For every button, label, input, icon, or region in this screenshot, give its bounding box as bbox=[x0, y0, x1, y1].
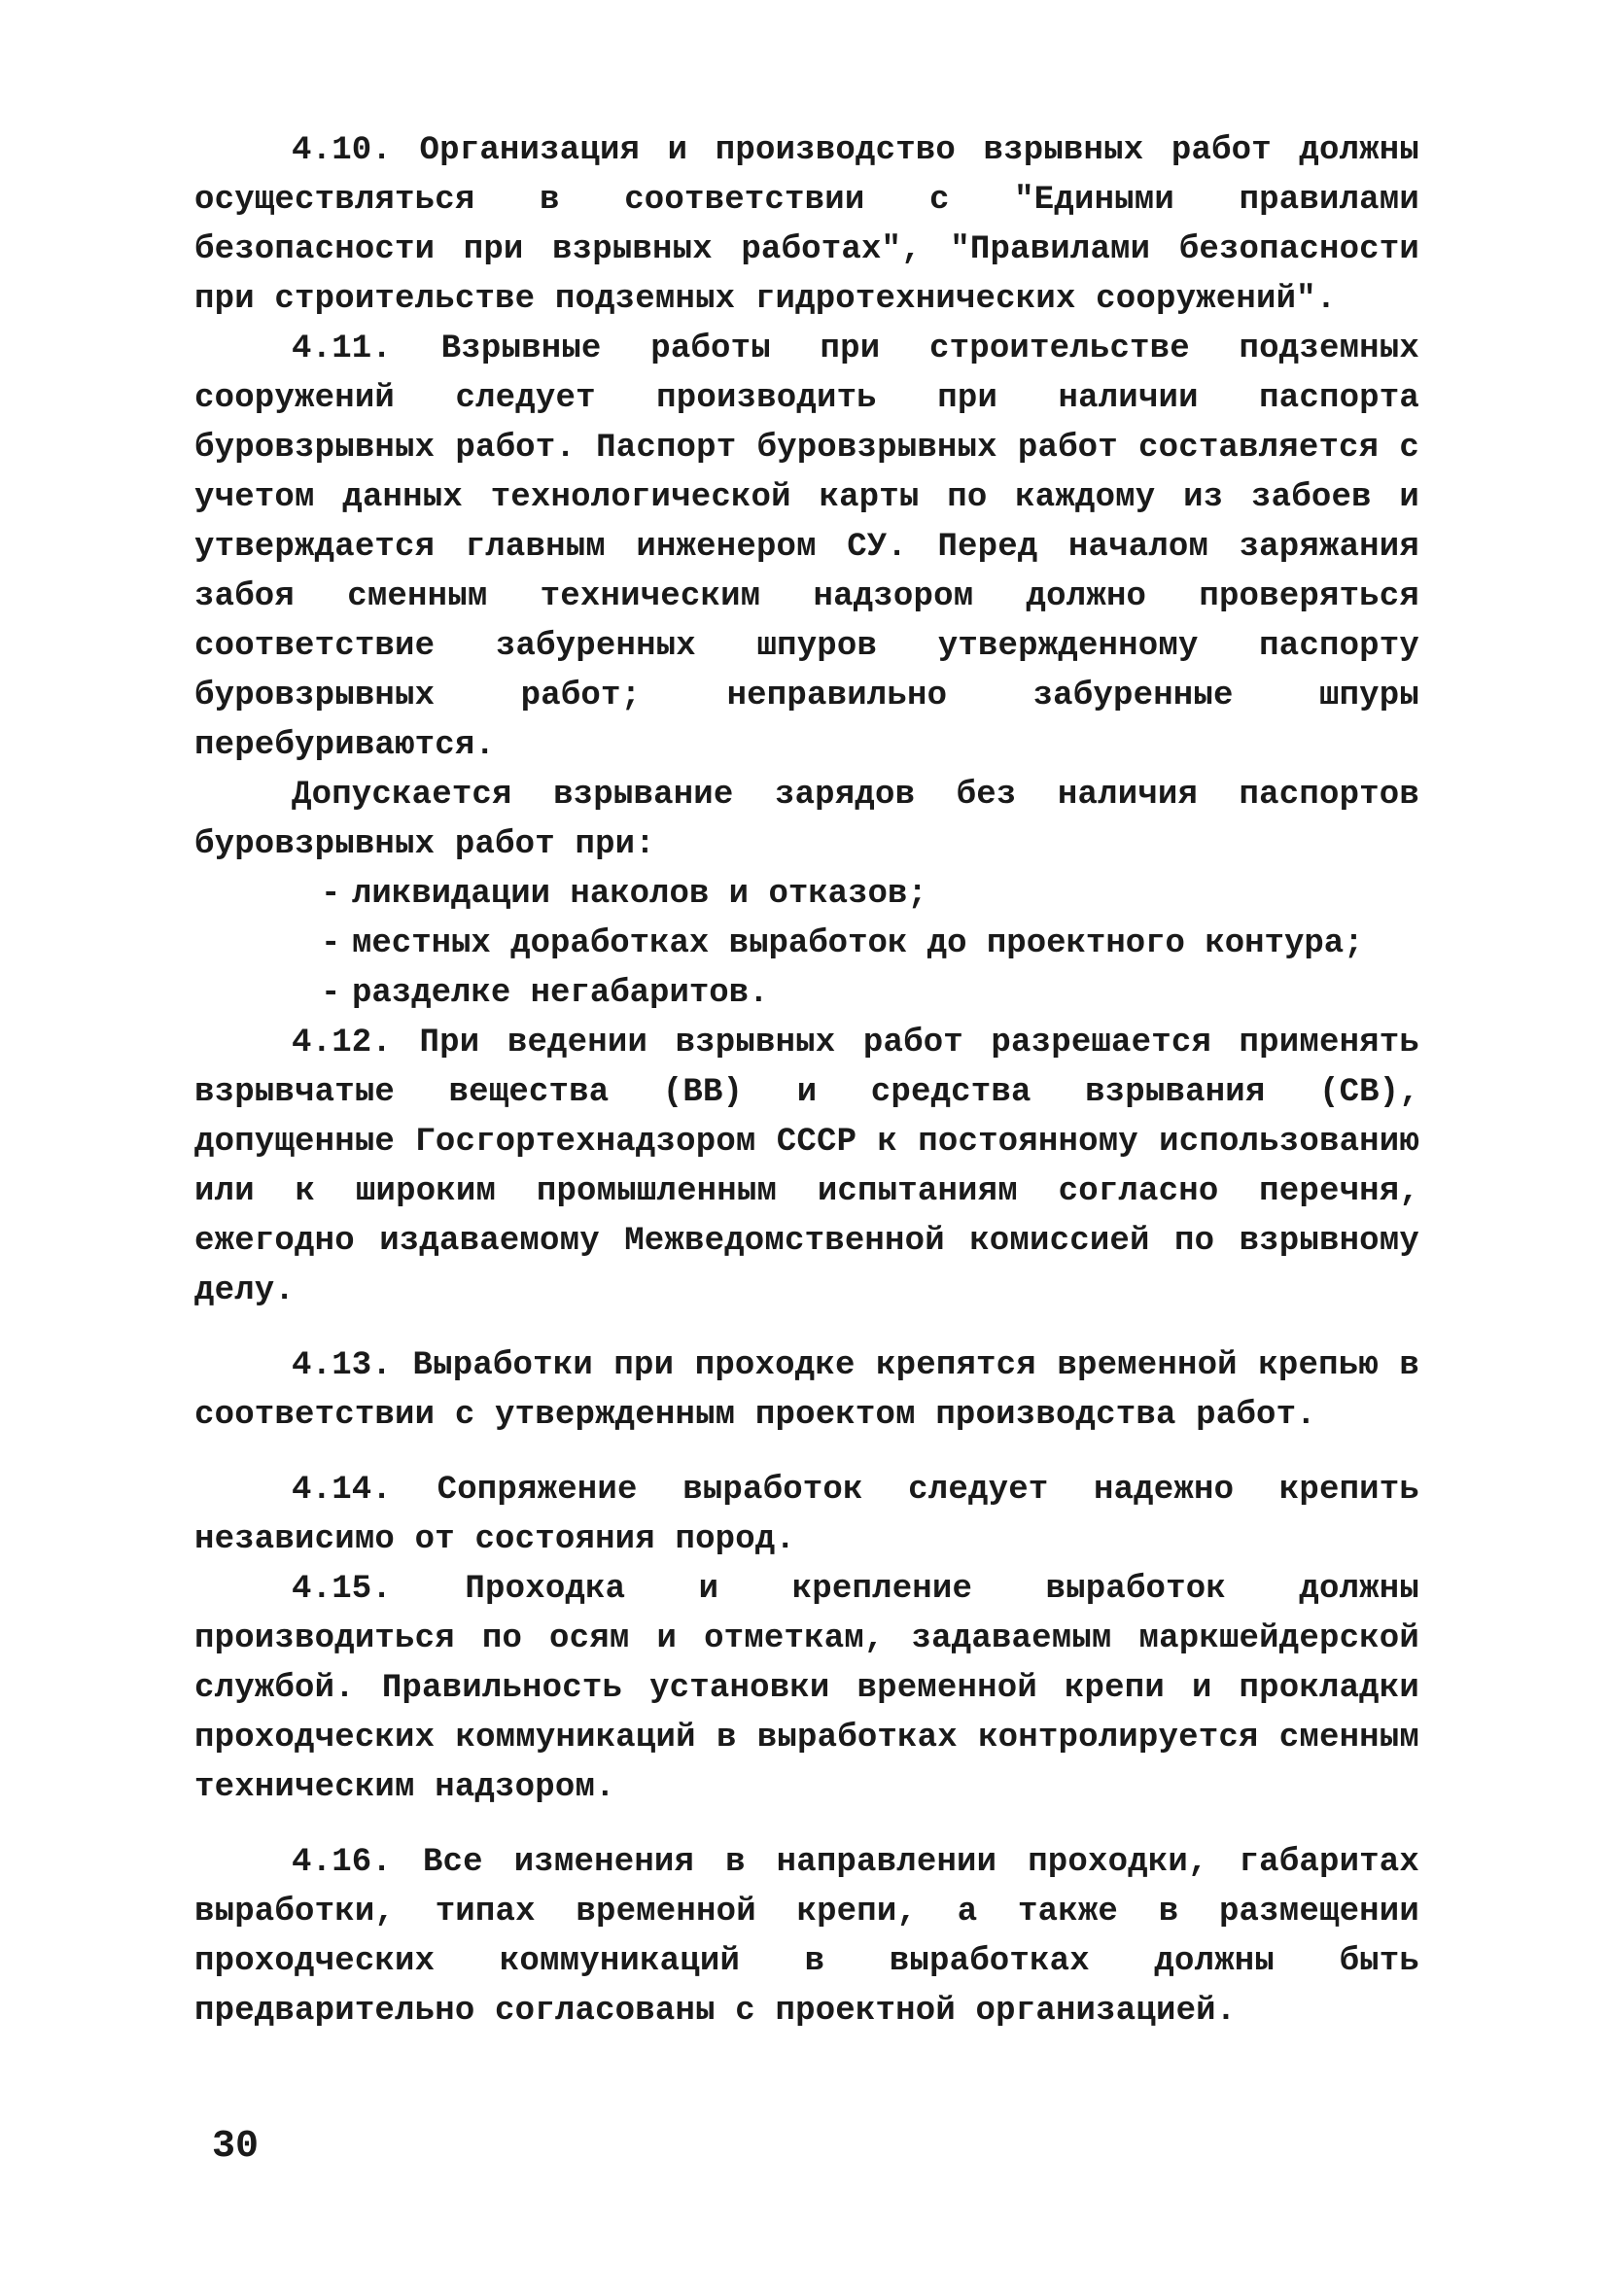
paragraph-4-12: 4.12. При ведении взрывных работ разрешается применять взрывчатые вещества (ВВ) и средства взрывания (СВ), допущенные Госгортехнадзором СССР к постоянному использованию или к широким промышленным испытаниям согласно перечня, ежегодно издаваемому Межведомственной комиссией по взрывному делу. bbox=[194, 1025, 1419, 1309]
exceptions-list bbox=[194, 870, 1419, 1019]
paragraph-4-14: 4.14. Сопряжение выработок следует надежно крепить независимо от состояния пород. bbox=[194, 1472, 1419, 1558]
list-item-text: местных доработках выработок до проектного контура; bbox=[352, 925, 1364, 962]
paragraph-4-15: 4.15. Проходка и крепление выработок должны производиться по осям и отметкам, задаваемым маркшейдерской службой. Правильность установки временной крепи и прокладки проходческих коммуникаций в выработках контролируется сменным техническим надзором. bbox=[194, 1571, 1419, 1806]
paragraph-4-11: 4.11. Взрывные работы при строительстве подземных сооружений следует производить при наличии паспорта буровзрывных работ. Паспорт буровзрывных работ составляется с учетом данных технологической карты по каждому из забоев и утверждается главным инженером СУ. Перед началом заряжания забоя сменным техническим надзором должно проверяться соответствие забуренных шпуров утвержденному паспорту буровзрывных работ; неправильно забуренные шпуры перебуриваются. bbox=[194, 330, 1419, 764]
list-item-text: разделке негабаритов. bbox=[352, 975, 769, 1012]
list-marker: - bbox=[321, 876, 341, 913]
list-item bbox=[194, 969, 1419, 1019]
list-marker: - bbox=[321, 975, 341, 1012]
page-number: 30 bbox=[212, 2125, 260, 2169]
list-item bbox=[194, 920, 1419, 969]
paragraph-4-16: 4.16. Все изменения в направлении проходки, габаритах выработки, типах временной крепи, а также в размещении проходческих коммуникаций в выработках должны быть предварительно согласованы с проектной организацией. bbox=[194, 1844, 1419, 2030]
paragraph-4-13: 4.13. Выработки при проходке крепятся временной крепью в соответствии с утвержденным проектом производства работ. bbox=[194, 1347, 1419, 1434]
document-body bbox=[194, 126, 1419, 2036]
list-item bbox=[194, 870, 1419, 920]
paragraph-4-10: 4.10. Организация и производство взрывных работ должны осуществляться в соответствии с "Едиными правилами безопасности при взрывных работах", "Правилами безопасности при строительстве подземных гидротехнических сооружений". bbox=[194, 132, 1419, 318]
paragraph-allowed-without-passport: Допускается взрывание зарядов без наличия паспортов буровзрывных работ при: bbox=[194, 777, 1419, 863]
list-item-text: ликвидации наколов и отказов; bbox=[352, 876, 927, 913]
list-marker: - bbox=[321, 925, 341, 962]
